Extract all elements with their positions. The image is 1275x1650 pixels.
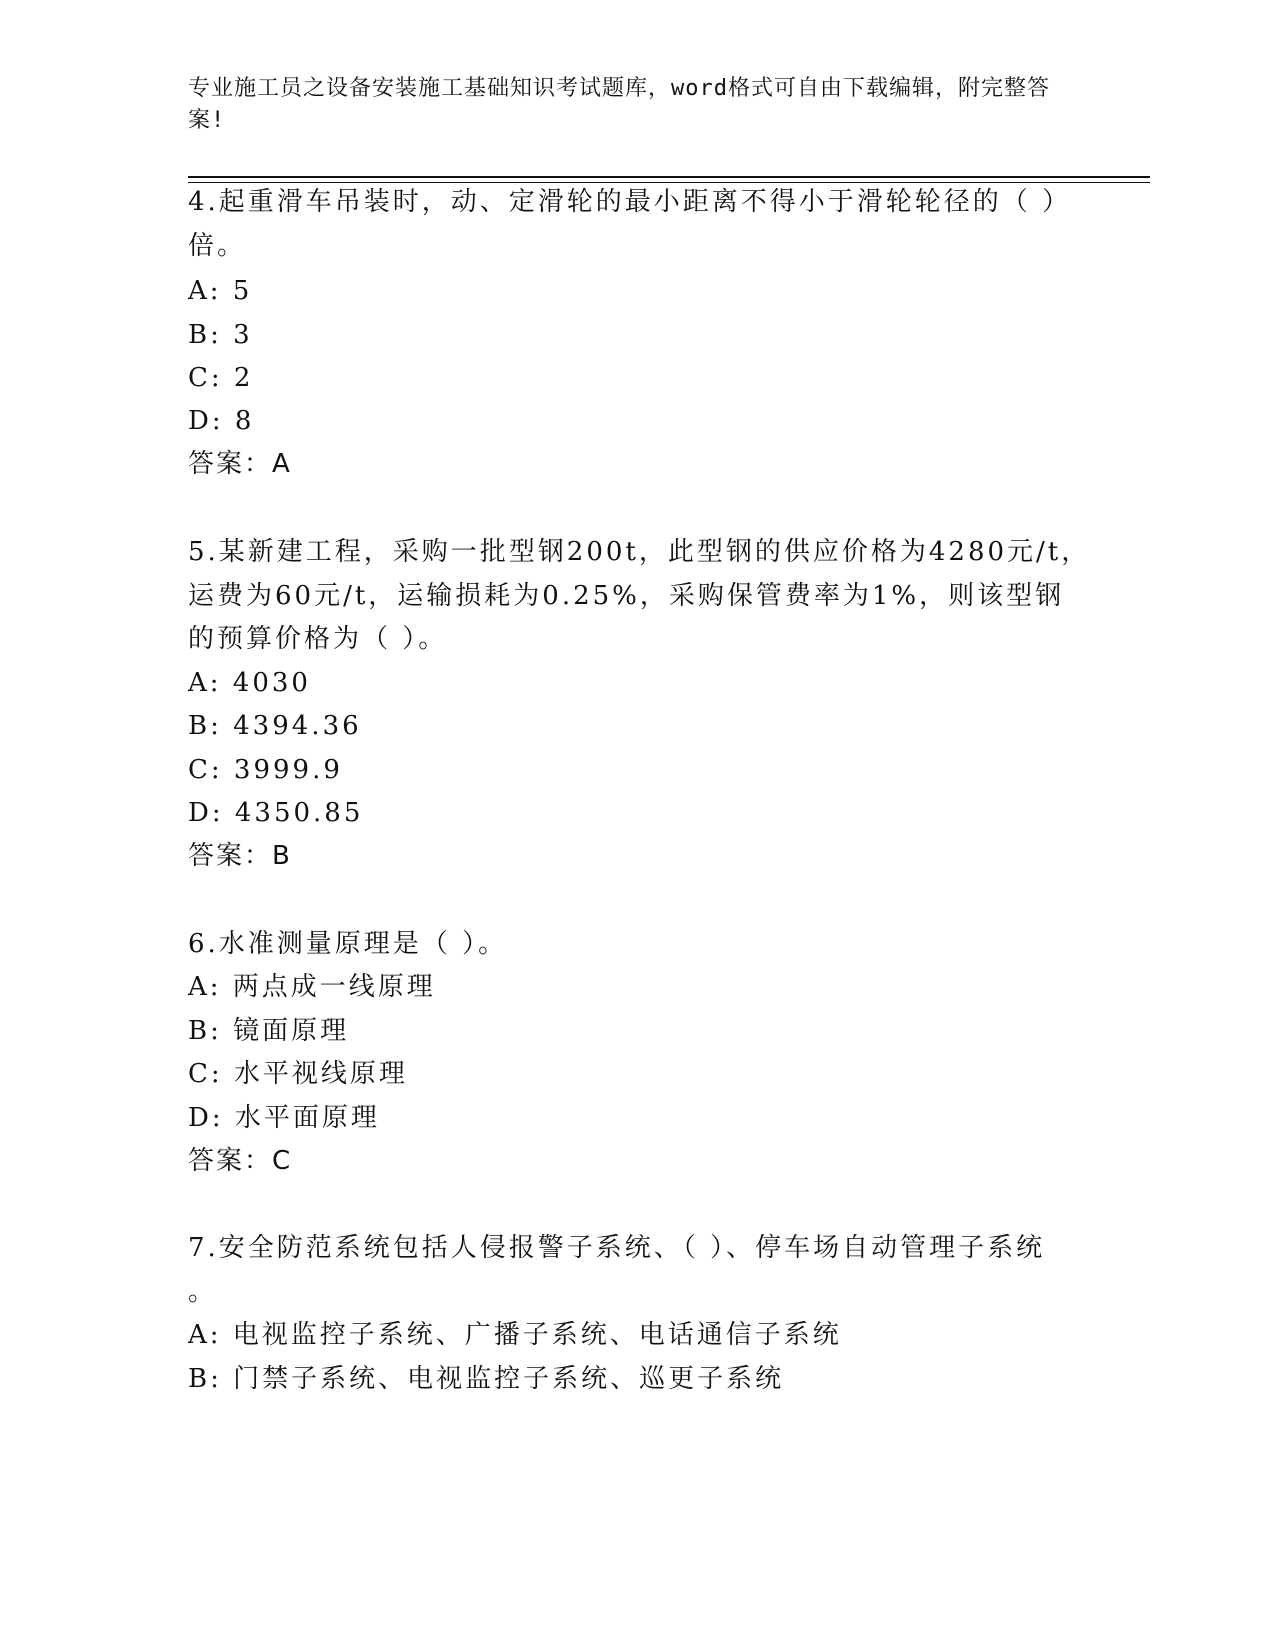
question-4-option-c: C: 2: [188, 363, 254, 393]
question-7-stem-line-2: 。: [188, 1277, 218, 1307]
question-5-option-c: C: 3999.9: [188, 755, 343, 785]
question-7-option-b: B: 门禁子系统、电视监控子系统、巡更子系统: [188, 1364, 785, 1394]
question-5-stem-line-2: 运费为60元/t，运输损耗为0.25%，采购保管费率为1%，则该型钢: [188, 581, 1065, 611]
question-5-option-d: D: 4350.85: [188, 798, 364, 828]
document-header: 专业施工员之设备安装施工基础知识考试题库，word格式可自由下载编辑，附完整答案!: [188, 76, 1050, 133]
question-4-option-a: A: 5: [188, 276, 253, 306]
header-divider: [188, 176, 1150, 178]
question-7-stem-line-1: 7.安全防范系统包括人侵报警子系统、（ ）、停车场自动管理子系统: [188, 1233, 1046, 1263]
question-5-stem-line-1: 5.某新建工程，采购一批型钢200t，此型钢的供应价格为4280元/t，: [188, 537, 1091, 567]
question-6-option-d: D: 水平面原理: [188, 1103, 380, 1133]
question-5-stem-line-3: 的预算价格为（ ）。: [188, 624, 448, 654]
question-6-answer: 答案：C: [188, 1146, 293, 1176]
question-5-option-a: A: 4030: [188, 668, 311, 698]
question-6-option-a: A: 两点成一线原理: [188, 972, 436, 1002]
question-4-answer: 答案：A: [188, 449, 292, 479]
header-divider-thin: [188, 182, 1150, 183]
question-4-stem-line-2: 倍。: [188, 231, 247, 261]
question-5-option-b: B: 4394.36: [188, 711, 362, 741]
question-6-option-b: B: 镜面原理: [188, 1016, 350, 1046]
question-4-stem-line-1: 4.起重滑车吊装时，动、定滑轮的最小距离不得小于滑轮轮径的（ ）: [188, 187, 1072, 217]
question-4-option-b: B: 3: [188, 320, 253, 350]
question-6-option-c: C: 水平视线原理: [188, 1059, 408, 1089]
question-7-option-a: A: 电视监控子系统、广播子系统、电话通信子系统: [188, 1320, 842, 1350]
question-4-option-d: D: 8: [188, 406, 255, 436]
question-6-stem-line-1: 6.水准测量原理是（ ）。: [188, 929, 508, 959]
question-5-answer: 答案：B: [188, 841, 292, 871]
